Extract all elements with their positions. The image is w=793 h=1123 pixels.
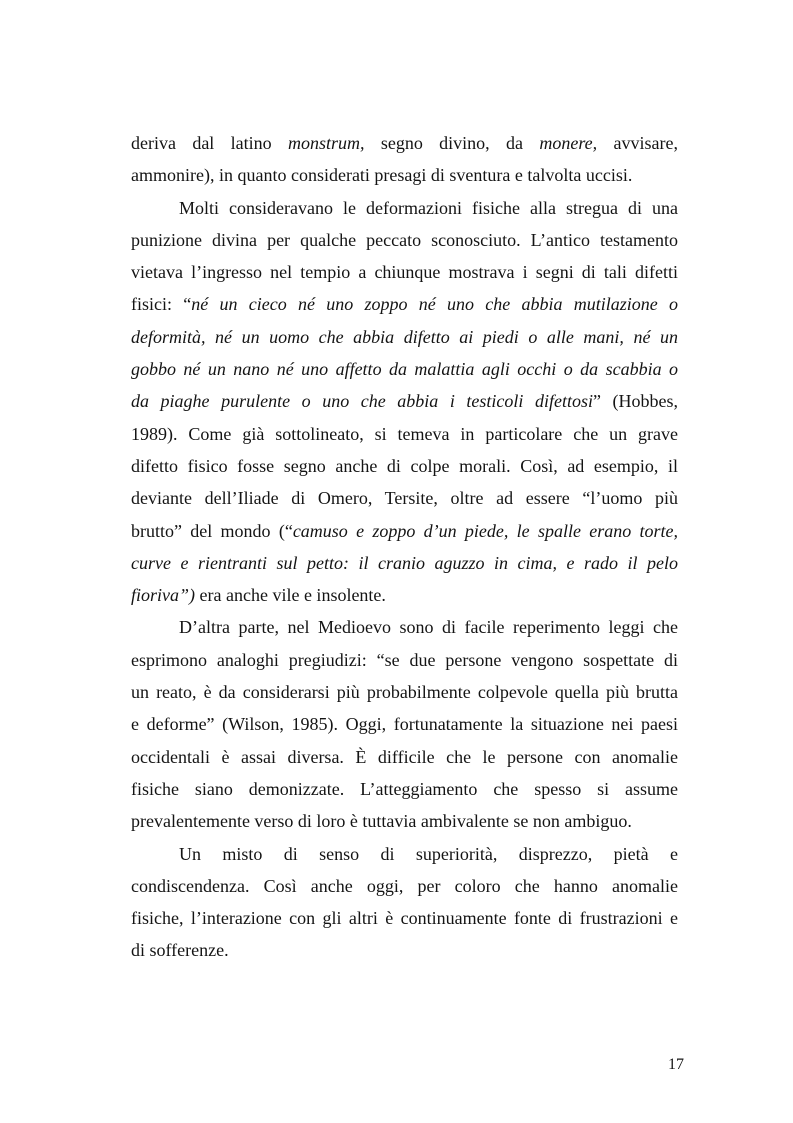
text-run: fisici: “ (131, 294, 192, 315)
italic-text: gobbo né un nano né uno affetto da malattia agli occhi o da scabbia o (131, 359, 678, 380)
text-line (131, 741, 678, 773)
text-line (131, 450, 678, 482)
text-line (131, 870, 678, 902)
text-line (131, 256, 678, 288)
text-run: punizione divina per qualche peccato sconosciuto. L’antico testamento (131, 229, 678, 250)
text-run: deviante dell’Iliade di Omero, Tersite, oltre ad essere “l’uomo più (131, 488, 678, 509)
text-line (131, 321, 678, 353)
text-run: segno divino, da (364, 133, 540, 153)
paragraph (131, 127, 678, 192)
text-run: occidentali è assai diversa. È difficile che le persone con anomalie (131, 746, 678, 767)
text-line (131, 676, 678, 708)
italic-text: deformità, né un uomo che abbia difetto ai piedi o alle mani, né un (131, 326, 678, 347)
text-run: difetto fisico fosse segno anche di colpe morali. Così, ad esempio, il (131, 455, 678, 476)
text-line (131, 353, 678, 385)
text-line (131, 127, 678, 159)
text-run: ” (Hobbes, (592, 391, 678, 412)
text-line (131, 224, 678, 256)
text-line (131, 418, 678, 450)
text-run: brutto” del mondo (“ (131, 520, 293, 541)
italic-text: monstrum, (287, 133, 365, 153)
text-run: e deforme” (Wilson, 1985). Oggi, fortunatamente la situazione nei paesi (131, 714, 678, 735)
text-run: ammonire), in quanto considerati presagi di sventura e talvolta uccisi. (131, 165, 633, 186)
paragraph (131, 192, 678, 612)
italic-text: né un cieco né uno zoppo né uno che abbia mutilazione o (191, 294, 679, 315)
text-line (131, 547, 678, 579)
text-run: era anche vile e insolente. (195, 585, 386, 606)
italic-text: monere, (539, 133, 598, 153)
text-run: un reato, è da considerarsi più probabilmente colpevole quella più brutta (131, 682, 678, 703)
text-line (131, 805, 678, 837)
text-run: vietava l’ingresso nel tempio a chiunque mostrava i segni di tali difetti (131, 262, 678, 283)
text-line (131, 934, 678, 966)
text-run: condiscendenza. Così anche oggi, per coloro che hanno anomalie (131, 875, 678, 896)
text-line (131, 838, 678, 870)
paragraph (131, 838, 678, 967)
text-line (131, 611, 678, 643)
text-line (131, 288, 678, 320)
text-run: di sofferenze. (131, 940, 229, 961)
text-line (131, 385, 678, 417)
text-line (131, 515, 678, 547)
text-run: esprimono analoghi pregiudizi: “se due persone vengono sospettate di (131, 649, 678, 670)
text-run: fisiche, l’interazione con gli altri è continuamente fonte di frustrazioni e (131, 908, 678, 929)
body-text (131, 127, 678, 967)
paragraph (131, 611, 678, 837)
text-run: deriva dal latino (131, 133, 288, 153)
italic-text: fioriva”) (131, 585, 196, 606)
text-run: avvisare, (597, 133, 678, 153)
text-line (131, 192, 678, 224)
text-run: fisiche siano demonizzate. L’atteggiamento che spesso si assume (131, 778, 678, 799)
text-line (131, 708, 678, 740)
text-line (131, 482, 678, 514)
text-line (131, 644, 678, 676)
italic-text: curve e rientranti sul petto: il cranio aguzzo in cima, e rado il pelo (131, 552, 678, 573)
italic-text: da piaghe purulente o uno che abbia i testicoli difettosi (131, 391, 593, 412)
italic-text: camuso e zoppo d’un piede, le spalle erano torte, (292, 520, 678, 541)
text-run: Molti consideravano le deformazioni fisiche alla stregua di una (179, 197, 678, 218)
text-run: Un misto di senso di superiorità, disprezzo, pietà e (179, 843, 678, 864)
text-line (131, 159, 678, 191)
page-number: 17 (668, 1056, 684, 1073)
text-line (131, 579, 678, 611)
text-line (131, 902, 678, 934)
text-run: D’altra parte, nel Medioevo sono di facile reperimento leggi che (179, 617, 678, 638)
text-run: prevalentemente verso di loro è tuttavia ambivalente se non ambiguo. (131, 811, 632, 832)
text-line (131, 773, 678, 805)
text-run: 1989). Come già sottolineato, si temeva in particolare che un grave (131, 423, 678, 444)
